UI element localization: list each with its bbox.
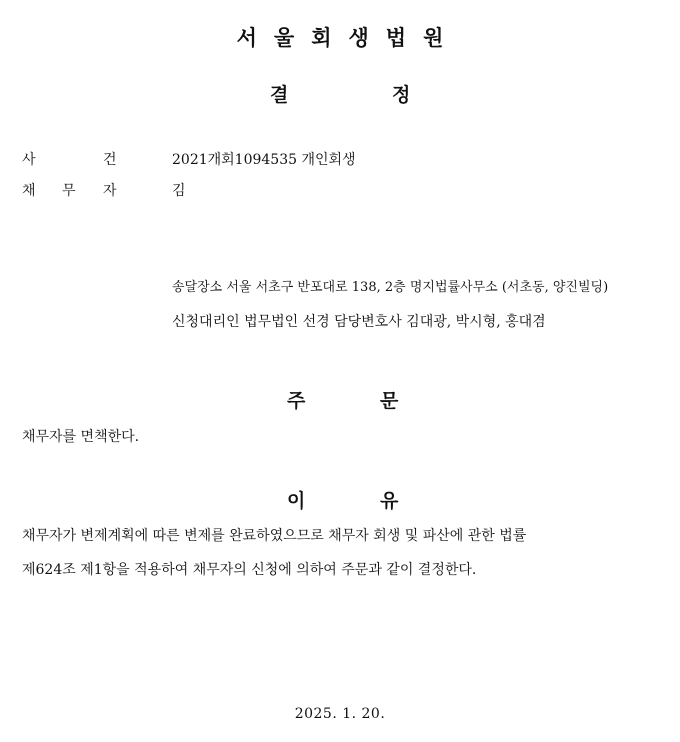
- decision-date: 2025. 1. 20.: [294, 706, 386, 722]
- doc-title-right: 정: [392, 84, 411, 106]
- order-text: 채무자를 면책한다.: [22, 429, 140, 445]
- court-name: 서울회생법원: [236, 26, 461, 50]
- reason-heading-left: 이: [287, 490, 306, 512]
- case-label-char-2: 건: [103, 152, 117, 168]
- case-number: 2021개회1094535 개인회생: [172, 152, 356, 168]
- debtor-name: 김: [172, 183, 186, 199]
- order-heading-left: 주: [287, 390, 306, 412]
- reason-line-2: 제624조 제1항을 적용하여 채무자의 신청에 의하여 주문과 같이 결정한다.: [22, 562, 477, 578]
- reason-line-1: 채무자가 변제계획에 따른 변제를 완료하였으므로 채무자 회생 및 파산에 관한 법률: [22, 528, 527, 544]
- case-label-char-1: 사: [22, 152, 36, 168]
- doc-title-left: 결: [270, 84, 289, 106]
- debtor-label-char-1: 채: [22, 183, 36, 199]
- reason-heading-right: 유: [380, 490, 399, 512]
- order-heading-right: 문: [380, 390, 399, 412]
- attorney-line: 신청대리인 법무법인 선경 담당변호사 김대광, 박시형, 홍대겸: [172, 314, 546, 330]
- debtor-label-char-2: 무: [62, 183, 76, 199]
- service-address: 송달장소 서울 서초구 반포대로 138, 2층 명지법률사무소 (서초동, 양진빌딩): [172, 280, 609, 295]
- debtor-label-char-3: 자: [103, 183, 117, 199]
